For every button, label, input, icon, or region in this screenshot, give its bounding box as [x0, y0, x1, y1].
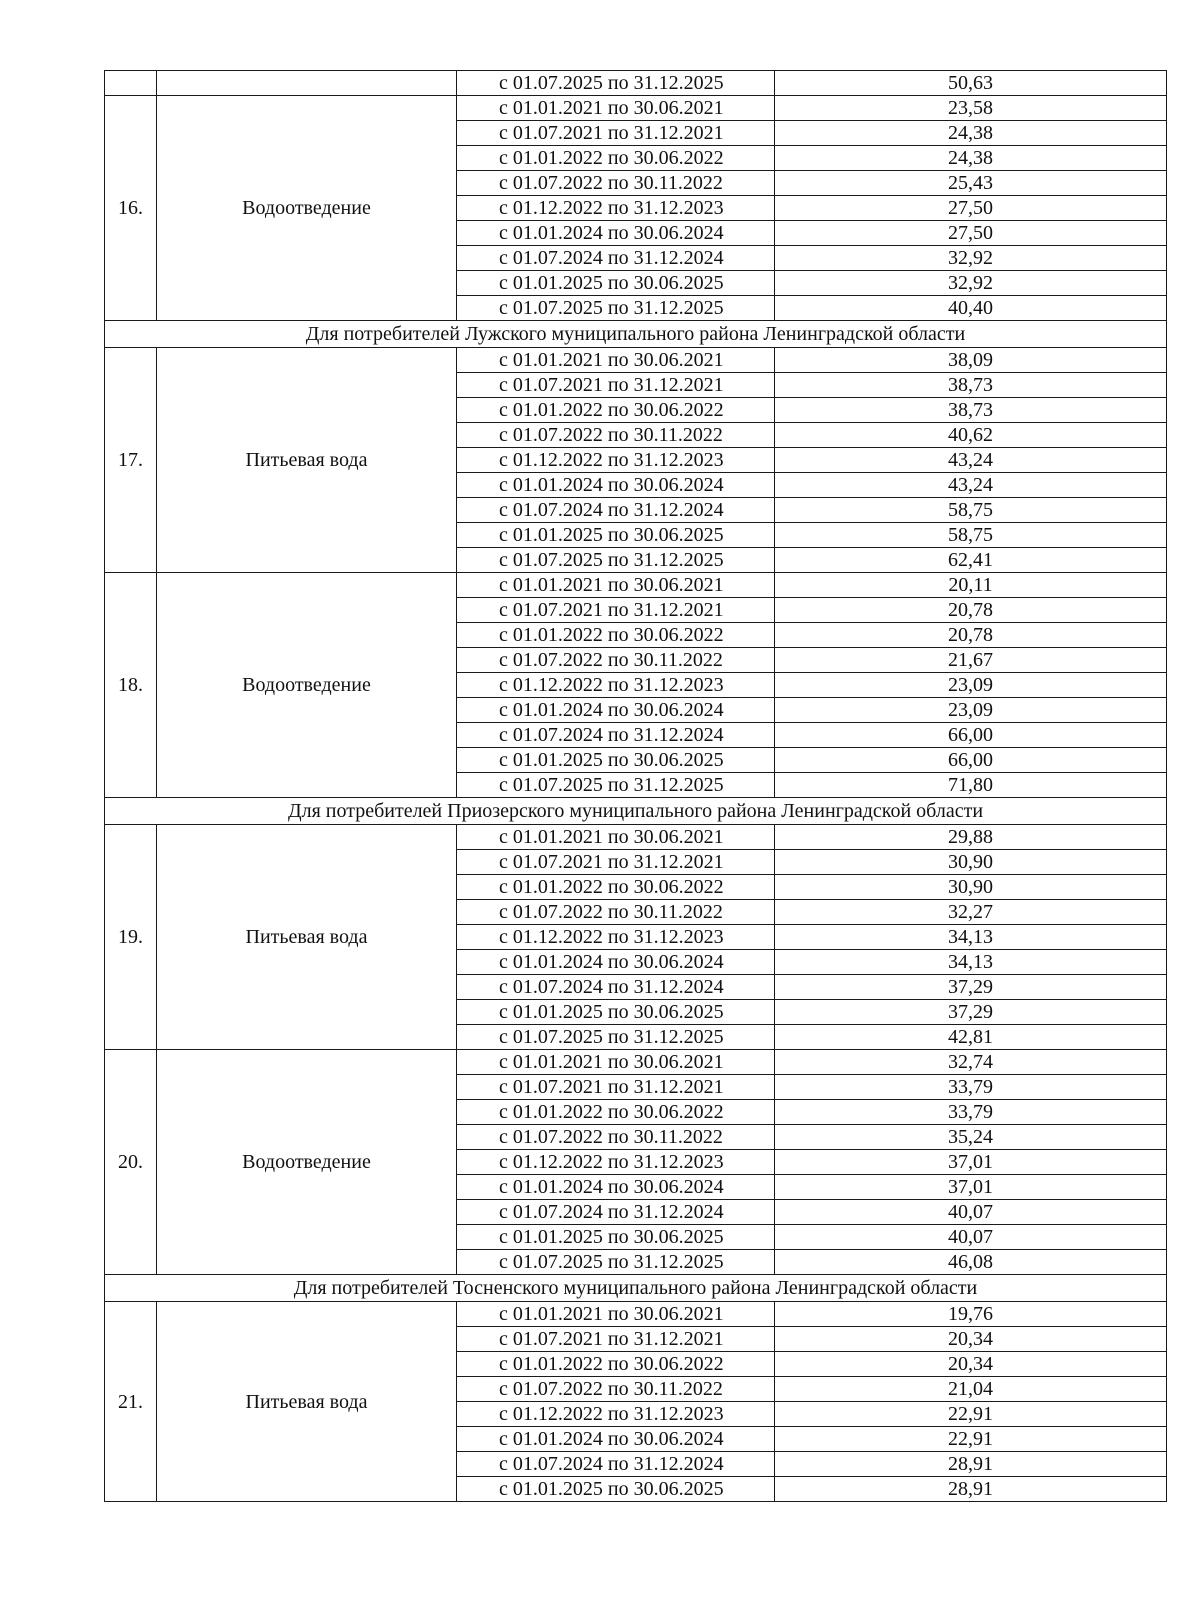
tariff-value-cell: 28,91 [775, 1452, 1167, 1477]
item-number: 16. [105, 96, 157, 321]
period-cell: с 01.01.2021 по 30.06.2021 [457, 348, 775, 373]
tariff-value-cell: 34,13 [775, 950, 1167, 975]
period-cell: с 01.07.2021 по 31.12.2021 [457, 373, 775, 398]
tariff-value-cell: 40,07 [775, 1225, 1167, 1250]
service-name: Питьевая вода [157, 1302, 457, 1502]
table-row [105, 348, 1167, 373]
period-cell: с 01.07.2024 по 31.12.2024 [457, 975, 775, 1000]
period-cell: с 01.07.2025 по 31.12.2025 [457, 1025, 775, 1050]
district-header: Для потребителей Лужского муниципального района Ленинградской области [105, 321, 1167, 348]
period-cell: с 01.01.2024 по 30.06.2024 [457, 221, 775, 246]
period-cell: с 01.01.2021 по 30.06.2021 [457, 96, 775, 121]
period-cell: с 01.07.2024 по 31.12.2024 [457, 246, 775, 271]
period-cell: с 01.07.2022 по 30.11.2022 [457, 1125, 775, 1150]
service-name: Питьевая вода [157, 825, 457, 1050]
period-cell: с 01.07.2021 по 31.12.2021 [457, 121, 775, 146]
tariff-value-cell: 66,00 [775, 723, 1167, 748]
period-cell: с 01.12.2022 по 31.12.2023 [457, 1150, 775, 1175]
period-cell: с 01.07.2022 по 30.11.2022 [457, 1377, 775, 1402]
tariff-value-cell: 28,91 [775, 1477, 1167, 1502]
tariff-value-cell: 33,79 [775, 1075, 1167, 1100]
tariff-table-body [105, 71, 1167, 1502]
period-cell: с 01.01.2025 по 30.06.2025 [457, 271, 775, 296]
tariff-value-cell: 29,88 [775, 825, 1167, 850]
tariff-value-cell: 32,27 [775, 900, 1167, 925]
item-number: 18. [105, 573, 157, 798]
period-cell: с 01.01.2021 по 30.06.2021 [457, 1302, 775, 1327]
period-cell: с 01.01.2024 по 30.06.2024 [457, 1427, 775, 1452]
period-cell: с 01.01.2025 по 30.06.2025 [457, 523, 775, 548]
period-cell: с 01.01.2022 по 30.06.2022 [457, 875, 775, 900]
period-cell: с 01.01.2024 по 30.06.2024 [457, 473, 775, 498]
period-cell: с 01.01.2025 по 30.06.2025 [457, 1000, 775, 1025]
tariff-table [104, 70, 1167, 1502]
district-header: Для потребителей Тосненского муниципального района Ленинградской области [105, 1275, 1167, 1302]
tariff-value-cell: 30,90 [775, 850, 1167, 875]
period-cell: с 01.01.2022 по 30.06.2022 [457, 146, 775, 171]
tariff-value-cell: 24,38 [775, 146, 1167, 171]
tariff-value-cell: 37,29 [775, 975, 1167, 1000]
tariff-value-cell: 50,63 [775, 71, 1167, 96]
period-cell: с 01.01.2021 по 30.06.2021 [457, 825, 775, 850]
tariff-value-cell: 23,09 [775, 698, 1167, 723]
period-cell: с 01.01.2025 по 30.06.2025 [457, 748, 775, 773]
tariff-value-cell: 43,24 [775, 448, 1167, 473]
period-cell: с 01.01.2024 по 30.06.2024 [457, 698, 775, 723]
item-number: 20. [105, 1050, 157, 1275]
tariff-value-cell: 35,24 [775, 1125, 1167, 1150]
period-cell: с 01.01.2024 по 30.06.2024 [457, 1175, 775, 1200]
tariff-value-cell: 24,38 [775, 121, 1167, 146]
tariff-value-cell: 27,50 [775, 196, 1167, 221]
tariff-value-cell: 23,09 [775, 673, 1167, 698]
tariff-value-cell: 20,78 [775, 623, 1167, 648]
tariff-value-cell: 32,92 [775, 246, 1167, 271]
period-cell: с 01.07.2025 по 31.12.2025 [457, 71, 775, 96]
tariff-value-cell: 20,11 [775, 573, 1167, 598]
period-cell: с 01.07.2025 по 31.12.2025 [457, 296, 775, 321]
tariff-value-cell: 43,24 [775, 473, 1167, 498]
tariff-value-cell: 22,91 [775, 1402, 1167, 1427]
service-cell [157, 71, 457, 96]
tariff-value-cell: 46,08 [775, 1250, 1167, 1275]
district-header-row [105, 798, 1167, 825]
item-number-cell [105, 71, 157, 96]
tariff-value-cell: 20,34 [775, 1327, 1167, 1352]
period-cell: с 01.07.2022 по 30.11.2022 [457, 648, 775, 673]
tariff-value-cell: 27,50 [775, 221, 1167, 246]
tariff-value-cell: 62,41 [775, 548, 1167, 573]
period-cell: с 01.12.2022 по 31.12.2023 [457, 1402, 775, 1427]
table-row [105, 71, 1167, 96]
tariff-value-cell: 33,79 [775, 1100, 1167, 1125]
tariff-value-cell: 21,67 [775, 648, 1167, 673]
tariff-value-cell: 38,73 [775, 373, 1167, 398]
period-cell: с 01.07.2021 по 31.12.2021 [457, 850, 775, 875]
table-row [105, 1302, 1167, 1327]
period-cell: с 01.07.2021 по 31.12.2021 [457, 1075, 775, 1100]
item-number: 19. [105, 825, 157, 1050]
tariff-value-cell: 38,73 [775, 398, 1167, 423]
period-cell: с 01.01.2022 по 30.06.2022 [457, 398, 775, 423]
tariff-value-cell: 30,90 [775, 875, 1167, 900]
tariff-value-cell: 40,07 [775, 1200, 1167, 1225]
tariff-value-cell: 42,81 [775, 1025, 1167, 1050]
tariff-value-cell: 32,74 [775, 1050, 1167, 1075]
tariff-value-cell: 66,00 [775, 748, 1167, 773]
tariff-value-cell: 23,58 [775, 96, 1167, 121]
tariff-value-cell: 20,78 [775, 598, 1167, 623]
district-header: Для потребителей Приозерского муниципального района Ленинградской области [105, 798, 1167, 825]
tariff-value-cell: 22,91 [775, 1427, 1167, 1452]
document-page [104, 70, 1166, 1502]
table-row [105, 1050, 1167, 1075]
table-row [105, 96, 1167, 121]
period-cell: с 01.12.2022 по 31.12.2023 [457, 673, 775, 698]
tariff-value-cell: 37,29 [775, 1000, 1167, 1025]
tariff-value-cell: 37,01 [775, 1175, 1167, 1200]
tariff-value-cell: 58,75 [775, 523, 1167, 548]
table-row [105, 573, 1167, 598]
period-cell: с 01.07.2022 по 30.11.2022 [457, 423, 775, 448]
period-cell: с 01.01.2021 по 30.06.2021 [457, 573, 775, 598]
tariff-value-cell: 34,13 [775, 925, 1167, 950]
period-cell: с 01.07.2022 по 30.11.2022 [457, 900, 775, 925]
period-cell: с 01.01.2021 по 30.06.2021 [457, 1050, 775, 1075]
period-cell: с 01.07.2021 по 31.12.2021 [457, 1327, 775, 1352]
period-cell: с 01.12.2022 по 31.12.2023 [457, 925, 775, 950]
period-cell: с 01.01.2022 по 30.06.2022 [457, 1100, 775, 1125]
period-cell: с 01.07.2024 по 31.12.2024 [457, 1452, 775, 1477]
tariff-value-cell: 40,40 [775, 296, 1167, 321]
period-cell: с 01.07.2021 по 31.12.2021 [457, 598, 775, 623]
item-number: 21. [105, 1302, 157, 1502]
service-name: Водоотведение [157, 1050, 457, 1275]
district-header-row [105, 321, 1167, 348]
tariff-value-cell: 71,80 [775, 773, 1167, 798]
period-cell: с 01.07.2024 по 31.12.2024 [457, 723, 775, 748]
tariff-value-cell: 32,92 [775, 271, 1167, 296]
period-cell: с 01.07.2024 по 31.12.2024 [457, 1200, 775, 1225]
period-cell: с 01.07.2025 по 31.12.2025 [457, 1250, 775, 1275]
tariff-value-cell: 20,34 [775, 1352, 1167, 1377]
service-name: Водоотведение [157, 573, 457, 798]
period-cell: с 01.07.2022 по 30.11.2022 [457, 171, 775, 196]
period-cell: с 01.01.2024 по 30.06.2024 [457, 950, 775, 975]
period-cell: с 01.07.2025 по 31.12.2025 [457, 773, 775, 798]
period-cell: с 01.12.2022 по 31.12.2023 [457, 196, 775, 221]
service-name: Водоотведение [157, 96, 457, 321]
tariff-value-cell: 58,75 [775, 498, 1167, 523]
period-cell: с 01.01.2022 по 30.06.2022 [457, 1352, 775, 1377]
period-cell: с 01.01.2025 по 30.06.2025 [457, 1477, 775, 1502]
tariff-value-cell: 38,09 [775, 348, 1167, 373]
tariff-value-cell: 37,01 [775, 1150, 1167, 1175]
period-cell: с 01.01.2025 по 30.06.2025 [457, 1225, 775, 1250]
district-header-row [105, 1275, 1167, 1302]
tariff-value-cell: 19,76 [775, 1302, 1167, 1327]
period-cell: с 01.07.2024 по 31.12.2024 [457, 498, 775, 523]
item-number: 17. [105, 348, 157, 573]
tariff-value-cell: 25,43 [775, 171, 1167, 196]
tariff-value-cell: 21,04 [775, 1377, 1167, 1402]
service-name: Питьевая вода [157, 348, 457, 573]
table-row [105, 825, 1167, 850]
period-cell: с 01.07.2025 по 31.12.2025 [457, 548, 775, 573]
period-cell: с 01.12.2022 по 31.12.2023 [457, 448, 775, 473]
period-cell: с 01.01.2022 по 30.06.2022 [457, 623, 775, 648]
tariff-value-cell: 40,62 [775, 423, 1167, 448]
